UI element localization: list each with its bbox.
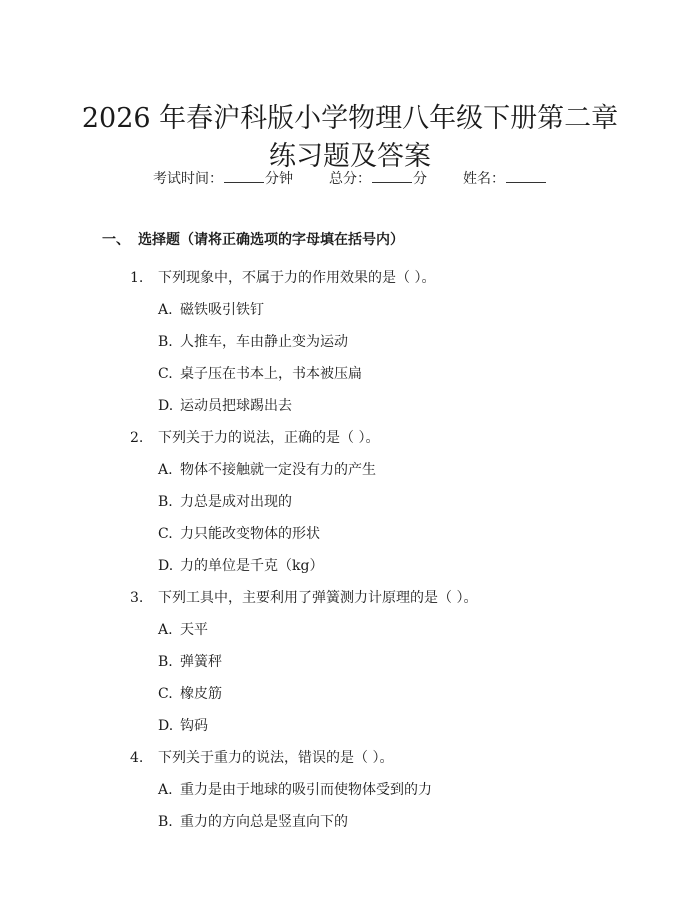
question-1	[0, 262, 700, 422]
option-letter: D.	[158, 558, 174, 574]
student-name-label: 姓名：	[463, 171, 505, 187]
question-stem	[0, 742, 700, 774]
question-text: 下列现象中，不属于力的作用效果的是（ ）。	[158, 270, 436, 286]
option-text: 磁铁吸引铁钉	[180, 302, 264, 318]
option-text: 物体不接触就一定没有力的产生	[180, 462, 376, 478]
question-stem	[0, 422, 700, 454]
option-b	[0, 326, 700, 358]
question-text: 下列工具中，主要利用了弹簧测力计原理的是（ ）。	[158, 590, 478, 606]
option-c	[0, 518, 700, 550]
option-letter: A.	[158, 622, 173, 638]
option-letter: C.	[158, 366, 173, 382]
option-a	[0, 454, 700, 486]
option-text: 重力是由于地球的吸引而使物体受到的力	[180, 782, 432, 798]
option-letter: A.	[158, 782, 173, 798]
title-line-1: 2026 年春沪科版小学物理八年级下册第二章	[81, 103, 619, 135]
question-list	[0, 262, 700, 838]
student-name-blank	[506, 168, 546, 183]
total-score-blank	[372, 168, 412, 183]
question-stem	[0, 582, 700, 614]
student-name	[463, 168, 547, 189]
option-letter: A.	[158, 302, 173, 318]
option-b	[0, 806, 700, 838]
section-heading	[102, 230, 404, 250]
option-text: 人推车，车由静止变为运动	[180, 334, 348, 350]
option-d	[0, 390, 700, 422]
question-4	[0, 742, 700, 838]
question-number: 1.	[130, 270, 144, 286]
question-stem	[0, 262, 700, 294]
option-d	[0, 710, 700, 742]
question-text: 下列关于力的说法，正确的是（ ）。	[158, 430, 380, 446]
option-letter: B.	[158, 334, 173, 350]
option-letter: B.	[158, 654, 173, 670]
question-number: 4.	[130, 750, 144, 766]
option-text: 钩码	[180, 718, 208, 734]
question-number: 3.	[130, 590, 144, 606]
option-c	[0, 678, 700, 710]
option-b	[0, 646, 700, 678]
option-letter: A.	[158, 462, 173, 478]
option-letter: B.	[158, 814, 173, 830]
option-letter: D.	[158, 718, 174, 734]
total-score-label: 总分：	[329, 171, 371, 187]
option-letter: C.	[158, 686, 173, 702]
option-text: 橡皮筋	[180, 686, 222, 702]
option-a	[0, 614, 700, 646]
option-text: 桌子压在书本上，书本被压扁	[180, 366, 362, 382]
option-d	[0, 550, 700, 582]
total-score	[329, 168, 427, 189]
option-letter: C.	[158, 526, 173, 542]
total-score-unit: 分	[413, 171, 427, 187]
option-text: 弹簧秤	[180, 654, 222, 670]
option-text: 运动员把球踢出去	[180, 398, 292, 414]
option-b	[0, 486, 700, 518]
question-3	[0, 582, 700, 742]
exam-info	[0, 168, 700, 189]
option-text: 力只能改变物体的形状	[180, 526, 320, 542]
question-number: 2.	[130, 430, 144, 446]
section-title: 选择题（请将正确选项的字母填在括号内）	[138, 232, 404, 248]
option-letter: B.	[158, 494, 173, 510]
option-a	[0, 774, 700, 806]
title-line-2: 练习题及答案	[269, 141, 431, 173]
section-number: 一、	[102, 232, 130, 248]
question-2	[0, 422, 700, 582]
option-a	[0, 294, 700, 326]
option-text: 力总是成对出现的	[180, 494, 292, 510]
option-text: 力的单位是千克（kg）	[180, 558, 324, 574]
document-title	[0, 100, 700, 176]
exam-time-unit: 分钟	[265, 171, 293, 187]
exam-time-blank	[224, 168, 264, 183]
option-c	[0, 358, 700, 390]
option-text: 天平	[180, 622, 208, 638]
exam-time	[153, 168, 293, 189]
option-letter: D.	[158, 398, 174, 414]
option-text: 重力的方向总是竖直向下的	[180, 814, 348, 830]
question-text: 下列关于重力的说法，错误的是（ ）。	[158, 750, 394, 766]
exam-time-label: 考试时间：	[153, 171, 223, 187]
